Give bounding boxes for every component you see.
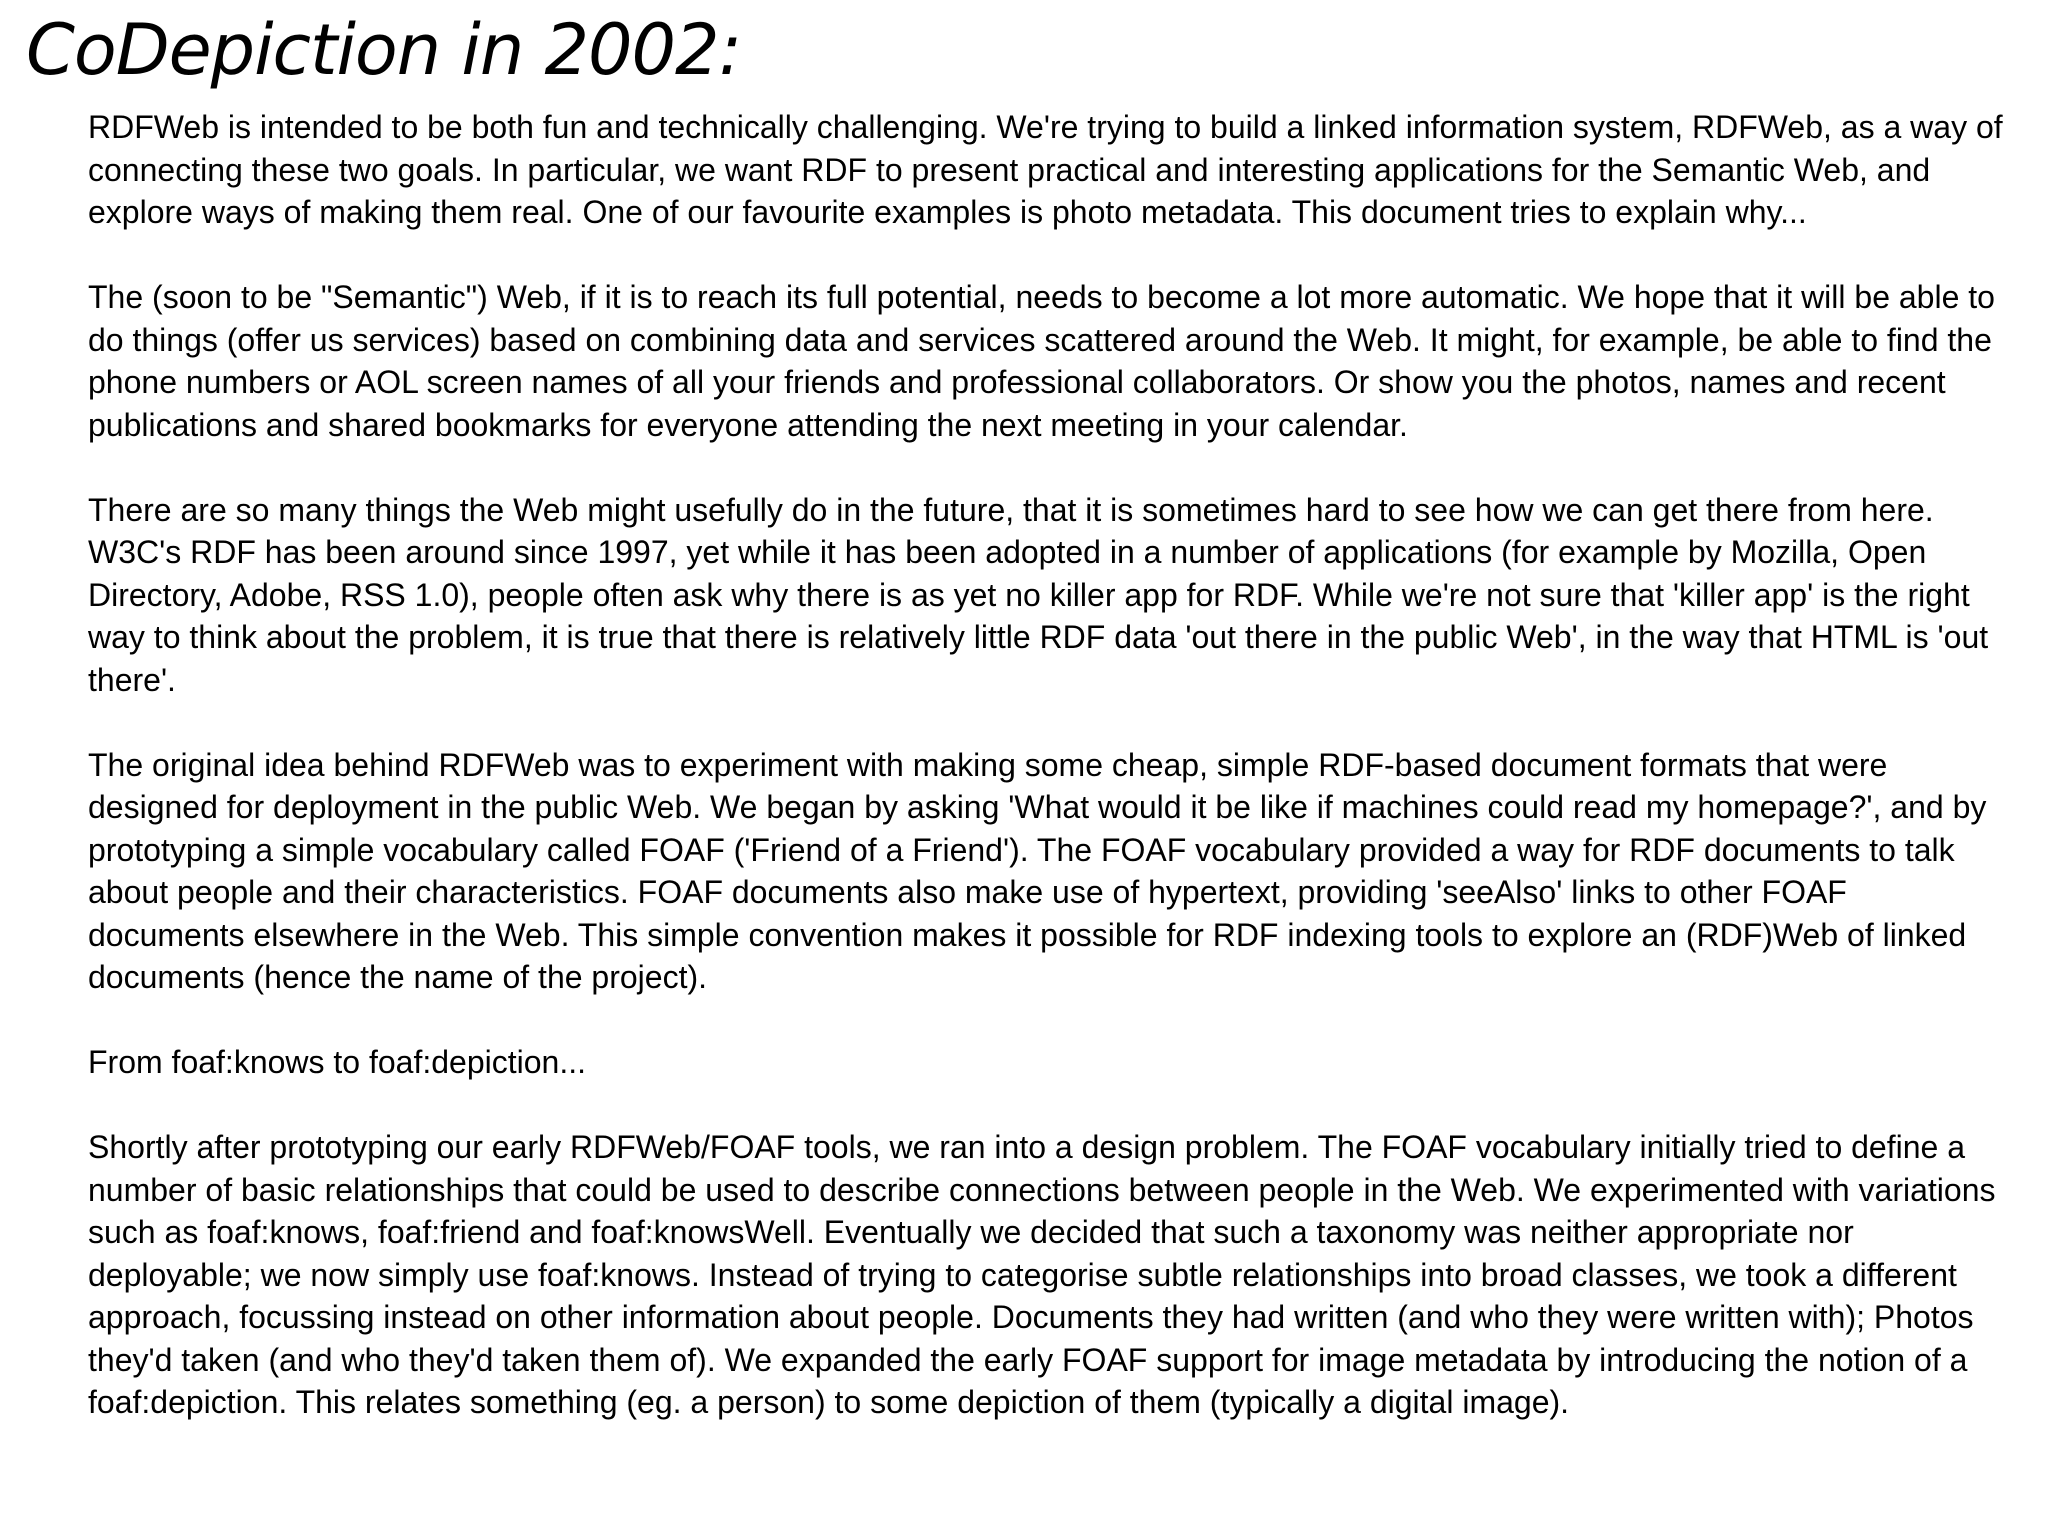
- paragraph-foaf-depiction: Shortly after prototyping our early RDFWeb/FOAF tools, we ran into a design problem. The FOAF vocabulary initially tried to define a number of basic relationships that could be used to describe connections between people in the Web. We experimented with variations such as foaf:knows, foaf:friend and foaf:knowsWell. Eventually we decided that such a taxonomy was neither appropriate nor deployable; we now simply use foaf:knows. Instead of trying to categorise subtle relationships into broad classes, we took a different approach, focussing instead on other information about people. Documents they had written (and who they were written with); Photos they'd taken (and who they'd taken them of). We expanded the early FOAF support for image metadata by introducing the notion of a foaf:depiction. This relates something (eg. a person) to some depiction of them (typically a digital image).: [88, 1129, 1996, 1420]
- paragraph-rdf-adoption: There are so many things the Web might usefully do in the future, that it is sometimes hard to see how we can get there from here. W3C's RDF has been around since 1997, yet while it has been adopted in a number of applications (for example by Mozilla, Open Directory, Adobe, RSS 1.0), people often ask why there is as yet no killer app for RDF. While we're not sure that 'killer app' is the right way to think about the problem, it is true that there is relatively little RDF data 'out there in the public Web', in the way that HTML is 'out there'.: [88, 491, 1989, 698]
- paragraph-rdfweb-idea: The original idea behind RDFWeb was to experiment with making some cheap, simple RDF-based document formats that were designed for deployment in the public Web. We began by asking 'What would it be like if machines could read my homepage?', and by prototyping a simple vocabulary called FOAF ('Friend of a Friend'). The FOAF vocabulary provided a way for RDF documents to talk about people and their characteristics. FOAF documents also make use of hypertext, providing 'seeAlso' links to other FOAF documents elsewhere in the Web. This simple convention makes it possible for RDF indexing tools to explore an (RDF)Web of linked documents (hence the name of the project).: [88, 746, 1987, 995]
- paragraph-semantic-web: The (soon to be "Semantic") Web, if it is to reach its full potential, needs to become a lot more automatic. We hope that it will be able to do things (offer us services) based on combining data and services scattered around the Web. It might, for example, be able to find the phone numbers or AOL screen names of all your friends and professional collaborators. Or show you the photos, names and recent publications and shared bookmarks for everyone attending the next meeting in your calendar.: [88, 279, 1995, 443]
- paragraph-intro: RDFWeb is intended to be both fun and technically challenging. We're trying to build a linked information system, RDFWeb, as a way of connecting these two goals. In particular, we want RDF to present practical and interesting applications for the Semantic Web, and explore ways of making them real. One of our favourite examples is photo metadata. This document tries to explain why...: [88, 109, 2003, 230]
- slide-body: [88, 106, 2008, 1424]
- slide-title: CoDepiction in 2002:: [26, 9, 742, 91]
- section-heading-depiction: From foaf:knows to foaf:depiction...: [88, 1044, 587, 1080]
